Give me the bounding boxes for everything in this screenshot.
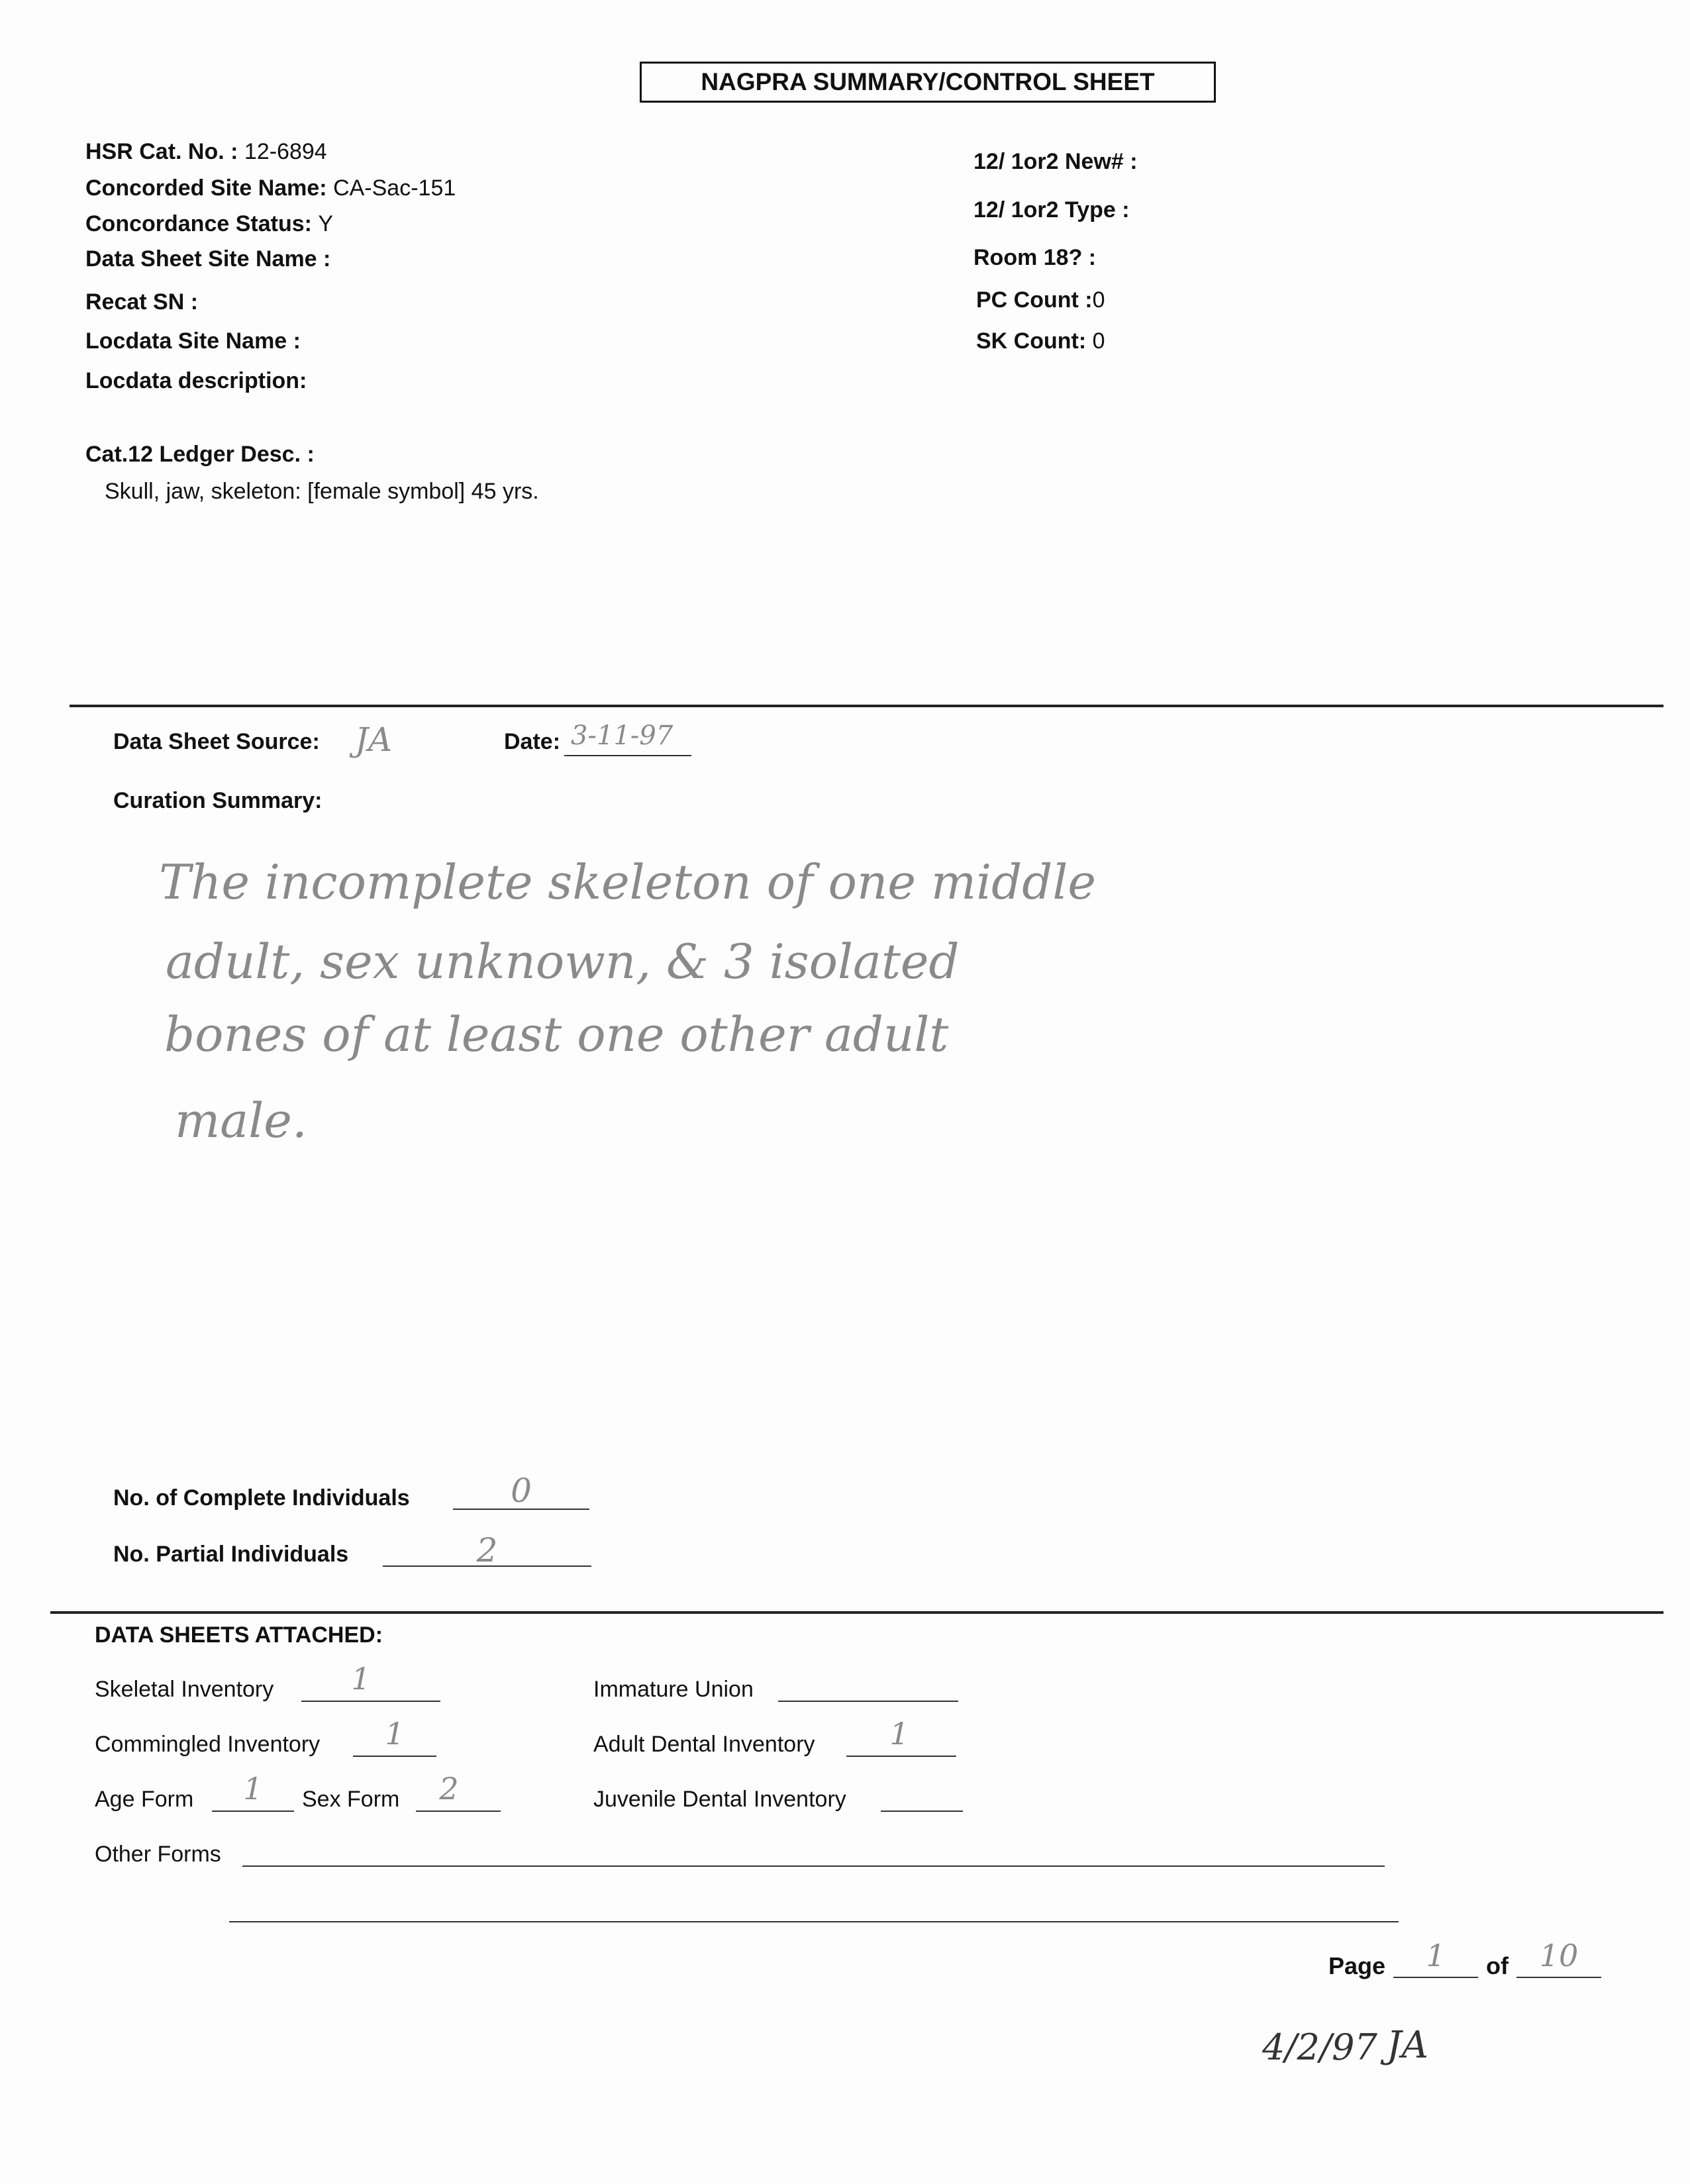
age-form-underline: [212, 1811, 294, 1812]
curation-line-3: bones of at least one other adult: [164, 1007, 949, 1062]
page-current-value: 1: [1426, 1938, 1446, 1973]
concorded-site-name-field: [85, 175, 456, 201]
page-total-underline: [1516, 1977, 1601, 1978]
sex-form-underline: [416, 1811, 501, 1812]
complete-individuals-label: No. of Complete Individuals: [113, 1485, 410, 1511]
date-value: 3-11-97: [571, 720, 673, 751]
sk-count-label: SK Count:: [976, 328, 1087, 354]
page-title: NAGPRA SUMMARY/CONTROL SHEET: [640, 62, 1216, 103]
signoff-date: 4/2/97: [1262, 2026, 1377, 2068]
skeletal-inventory-underline: [301, 1701, 440, 1702]
page-total-value: 10: [1539, 1938, 1579, 1973]
partial-individuals-value: 2: [476, 1531, 498, 1569]
curation-line-2: adult, sex unknown, & 3 isolated: [166, 934, 960, 989]
new-no-label: 12/ 1or2 New# :: [973, 149, 1138, 174]
recat-sn-label: Recat SN :: [85, 289, 199, 315]
sk-count-field: [976, 328, 1105, 354]
age-form-value: 1: [243, 1771, 263, 1807]
age-form-label: Age Form: [95, 1787, 194, 1812]
commingled-inventory-value: 1: [385, 1716, 405, 1752]
skeletal-inventory-value: 1: [351, 1661, 371, 1697]
hsr-cat-no-field: [85, 139, 327, 165]
adult-dental-inventory-label: Adult Dental Inventory: [593, 1732, 815, 1757]
signoff-initials: JA: [1387, 2024, 1428, 2067]
curation-summary-label: Curation Summary:: [113, 788, 323, 813]
date-label: Date:: [504, 729, 561, 754]
sex-form-value: 2: [439, 1771, 459, 1807]
sex-form-label: Sex Form: [302, 1787, 400, 1812]
curation-line-1: The incomplete skeleton of one middle: [159, 854, 1096, 910]
data-sheet-source-value: JA: [355, 720, 393, 759]
data-sheet-source-label: Data Sheet Source:: [113, 729, 320, 754]
adult-dental-inventory-underline: [846, 1756, 956, 1757]
immature-union-label: Immature Union: [593, 1677, 754, 1702]
immature-union-underline: [778, 1701, 958, 1702]
concorded-site-name-label: Concorded Site Name:: [85, 175, 327, 201]
concordance-status-field: [85, 211, 333, 237]
type-label: 12/ 1or2 Type :: [973, 197, 1130, 223]
other-forms-underline-2: [229, 1921, 1399, 1922]
ledger-desc-text: Skull, jaw, skeleton: [female symbol] 45 yrs.: [105, 479, 539, 504]
skeletal-inventory-label: Skeletal Inventory: [95, 1677, 274, 1702]
ledger-desc-label: Cat.12 Ledger Desc. :: [85, 442, 315, 467]
other-forms-underline-1: [242, 1865, 1385, 1867]
pc-count-field: [976, 287, 1105, 313]
concordance-status-label: Concordance Status:: [85, 211, 312, 236]
concorded-site-name-value: CA-Sac-151: [333, 175, 456, 201]
hsr-cat-no-label: HSR Cat. No. :: [85, 139, 238, 164]
page-label: Page: [1328, 1952, 1386, 1979]
commingled-inventory-label: Commingled Inventory: [95, 1732, 321, 1757]
juvenile-dental-inventory-label: Juvenile Dental Inventory: [593, 1787, 846, 1812]
page-of-label: of: [1486, 1952, 1509, 1979]
locdata-description-label: Locdata description:: [85, 368, 307, 393]
complete-individuals-value: 0: [511, 1471, 532, 1510]
data-sheets-attached-heading: DATA SHEETS ATTACHED:: [95, 1622, 383, 1648]
juvenile-dental-inventory-underline: [881, 1811, 963, 1812]
data-sheet-site-name-label: Data Sheet Site Name :: [85, 246, 331, 272]
section-divider-top: [70, 705, 1664, 707]
sk-count-value: 0: [1092, 328, 1105, 354]
partial-individuals-label: No. Partial Individuals: [113, 1542, 349, 1567]
pc-count-label: PC Count :: [976, 287, 1093, 313]
locdata-site-name-label: Locdata Site Name :: [85, 328, 301, 354]
other-forms-label: Other Forms: [95, 1842, 221, 1867]
section-divider-bottom: [50, 1611, 1664, 1614]
curation-line-4: male.: [175, 1093, 307, 1148]
pc-count-value: 0: [1092, 287, 1105, 313]
adult-dental-inventory-value: 1: [889, 1716, 909, 1752]
page-current-underline: [1393, 1977, 1478, 1978]
hsr-cat-no-value: 12-6894: [244, 139, 327, 164]
date-underline: [564, 755, 691, 756]
room18-label: Room 18? :: [973, 245, 1097, 270]
commingled-inventory-underline: [353, 1756, 436, 1757]
concordance-status-value: Y: [318, 211, 334, 236]
